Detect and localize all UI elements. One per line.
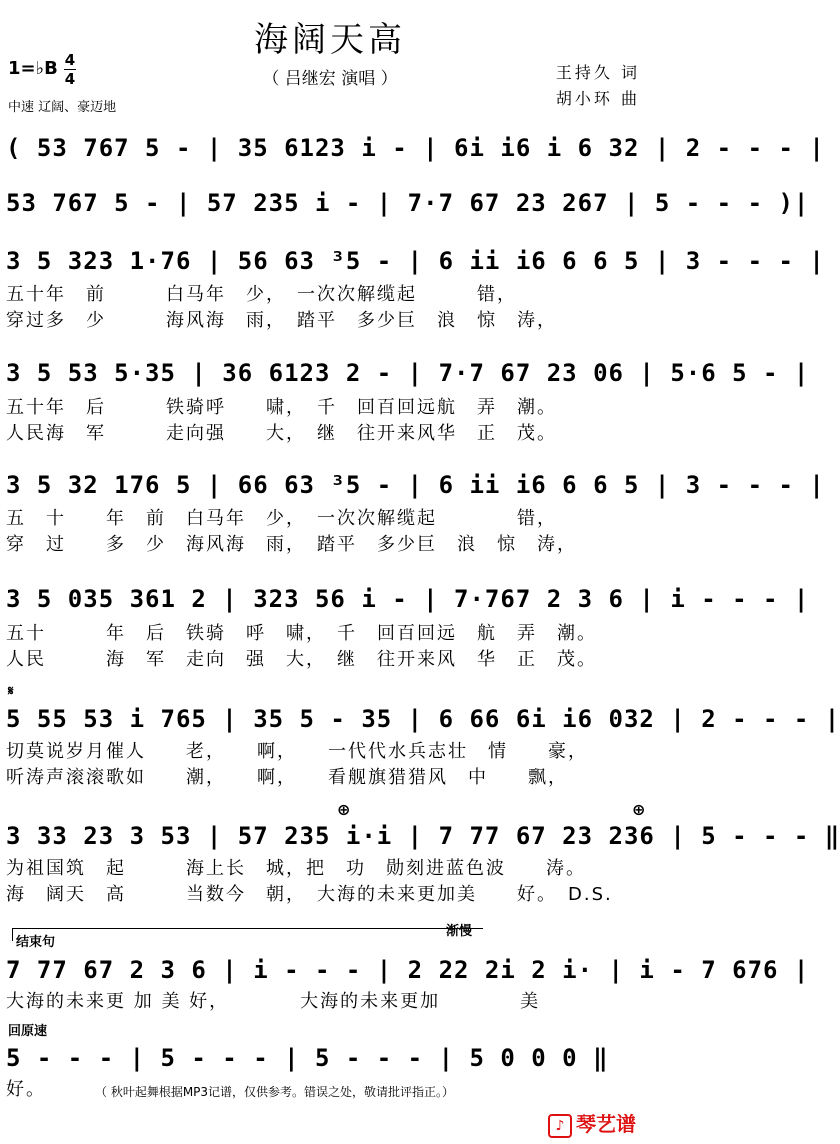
lyricist-credit: 王持久 词 [555,63,640,82]
lyric-line: 海 阔天 高 当数今 朝， 大海的未来更加美 好。 D.S. [6,884,613,905]
composer-credit: 胡小环 曲 [555,89,640,108]
lyric-line: 穿 过 多 少 海风海 雨， 踏平 多少巨 浪 惊 涛， [6,534,577,555]
score-row: 7 77 67 2 3 6 | i - - - | 2 22 2i 2 i· | i - 7 676 | [6,956,810,984]
score-row: ( 53 767 5 - | 35 6123 i - | 6i i6 i 6 32 | 2 - - - | [6,134,825,162]
coda-mark-end: ⊕ [632,800,646,819]
a-tempo-mark: 回原速 [8,1024,48,1039]
lyric-line: 为祖国筑 起 海上长 城，把 功 勋刻进蓝色波 涛。 [6,858,586,879]
score-row: 3 33 23 3 53 | 57 235 i·i | 7 77 67 23 236 | 5 - - - ‖ [6,822,840,850]
ending-bracket [12,928,483,941]
logo-icon: ♪ [548,1114,572,1138]
coda-mark: ⊕ [337,800,351,819]
score-row: 3 5 035 361 2 | 323 56 i - | 7·767 2 3 6 | i - - - | [6,585,810,613]
lyric-line: 五十年 后 铁骑呼 啸， 千 回百回远航 弄 潮。 [6,397,557,418]
lyric-line: 五十年 前 白马年 少， 一次次解缆起 错， [6,284,517,305]
score-row: 5 - - - | 5 - - - | 5 - - - | 5 0 0 0 ‖ [6,1044,609,1072]
lyric-line: 听涛声滚滚歌如 潮， 啊， 看舰旗猎猎风 中 飘， [6,767,568,788]
time-sig-bottom: 4 [64,70,76,88]
ending-label: 结束句 [16,935,56,950]
lyric-line: 大海的未来更 加 美 好， 大海的未来更加 美 [6,991,541,1012]
score-row: 5 55 53 i 765 | 35 5 - 35 | 6 66 6i i6 032 | 2 - - - | [6,705,840,733]
lyric-line: 人民海 军 走向强 大， 继 往开来风华 正 茂。 [6,423,557,444]
score-row: 3 5 32 176 5 | 66 63 ³5 - | 6 ii i6 6 6 5 | 3 - - - | [6,471,825,499]
ritardando-mark: 渐慢 [446,924,473,939]
lyric-line: 穿过多 少 海风海 雨， 踏平 多少巨 浪 惊 涛， [6,310,557,331]
score-row: 3 5 53 5·35 | 36 6123 2 - | 7·7 67 23 06 | 5·6 5 - | [6,359,810,387]
site-logo[interactable] [548,1108,636,1138]
key-signature: 1=♭B [8,58,58,79]
footnote: （ 秋叶起舞根据MP3记谱，仅供参考。错误之处，敬请批评指正。） [95,1085,455,1099]
lyric-line: 人民 海 军 走向 强 大， 继 往开来风 华 正 茂。 [6,649,597,670]
lyric-line: 切莫说岁月催人 老， 啊， 一代代水兵志壮 情 豪， [6,741,588,762]
logo-text: 琴艺谱 [576,1112,636,1136]
score-row: 53 767 5 - | 57 235 i - | 7·7 67 23 267 | 5 - - - )| [6,189,810,217]
tempo-marking: 中速 辽阔、豪迈地 [8,100,117,115]
lyric-line: 五十 年 后 铁骑 呼 啸， 千 回百回远 航 弄 潮。 [6,623,597,644]
segno-mark: 𝄋 [8,684,14,699]
score-row: 3 5 323 1·76 | 56 63 ³5 - | 6 ii i6 6 6 5 | 3 - - - | [6,247,825,275]
lyric-line: 五 十 年 前 白马年 少， 一次次解缆起 错， [6,508,557,529]
time-sig-top: 4 [64,51,76,69]
lyric-line: 好。 [6,1079,46,1100]
song-title: 海阔天高 [254,20,406,60]
singer-credit: （ 吕继宏 演唱 ） [262,69,398,89]
